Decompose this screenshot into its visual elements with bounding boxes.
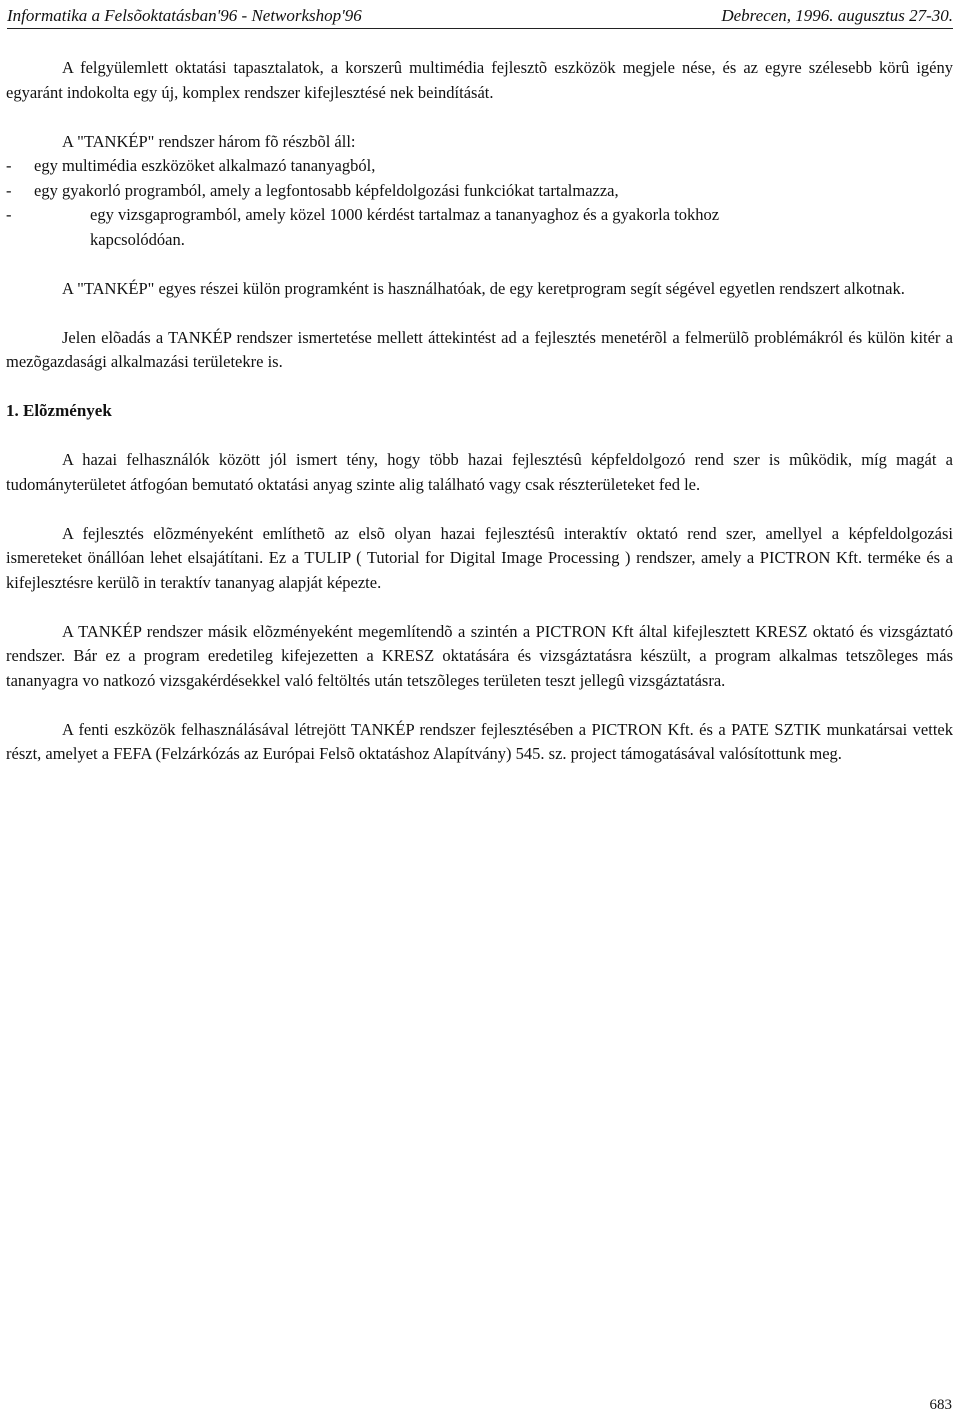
header-right: Debrecen, 1996. augusztus 27-30. [721,6,953,25]
list-item-text: egy multimédia eszközöket alkalmazó tananyagból, [34,156,376,175]
paragraph-background-1: A hazai felhasználók között jól ismert tény, hogy több hazai fejlesztésû képfeldolgozó rend szer is mûködik, míg magát a tudományterületet átfogóan bemutató oktatási anyag szinte alig található vagy csak részterületeket fed le. [6,450,953,494]
paragraph-parts: A "TANKÉP" egyes részei külön programként is használhatóak, de egy keretprogram segít ségével egyetlen rendszert alkotnak. [62,278,905,298]
list-dash: - [6,205,12,224]
page-number: 683 [929,1397,952,1413]
paragraph-intro: A felgyülemlett oktatási tapasztalatok, a korszerû multimédia fejlesztõ eszközök megjele nése, és az egyre szélesebb körû igény egyaránt indokolta egy új, komplex rendszer kifejlesztésé nek beindítását. [6,58,953,102]
paragraph-background-2: A fejlesztés elõzményeként említhetõ az elsõ olyan hazai fejlesztésû interaktív oktató rend szer, amellyel a képfeldolgozási ismereteket önállóan lehet elsajátítani. Ez a TULIP ( Tutorial for Digital Image Processing ) rendszer, amely a PICTRON Kft. terméke és a kifejlesztésre kerülõ in teraktív tananyag alapját képezte. [6,523,953,592]
paragraph-background-4: A fenti eszközök felhasználásával létrejött TANKÉP rendszer fejlesztésében a PICTRON Kft. és a PATE SZTIK munkatársai vettek részt, amelyet a FEFA (Felzárkózás az Európai Felsõ oktatáshoz Alapítvány) 545. sz. project támogatásával valósítottunk meg. [6,719,953,763]
list-item [6,154,953,179]
list-dash: - [6,180,12,200]
document-body [6,56,953,767]
list-intro: A "TANKÉP" rendszer három fõ részbõl áll: [62,131,356,151]
running-header [7,0,953,29]
paragraph-overview: Jelen elõadás a TANKÉP rendszer ismertetése mellett áttekintést ad a fejlesztés menetérõl a felmerülõ problémákról és külön kitér a mezõgazdasági alkalmazási területekre is. [6,327,953,371]
list-item-text: egy gyakorló programból, amely a legfontosabb képfeldolgozási funkciókat tartalmazza, [34,180,619,200]
list-item-text: egy vizsgaprogramból, amely közel 1000 kérdést tartalmaz a tananyaghoz és a gyakorla tokhoz [90,205,720,224]
component-list [6,154,953,252]
list-dash: - [6,156,12,175]
section-heading: 1. Elõzmények [6,401,112,420]
header-left: Informatika a Felsõoktatásban'96 - Networkshop'96 [7,6,362,25]
list-item [6,203,953,252]
paragraph-background-3: A TANKÉP rendszer másik elõzményeként megemlítendõ a szintén a PICTRON Kft által kifejlesztett KRESZ oktató és vizsgáztató rendszer. Bár ez a program eredetileg kifejezetten a KRESZ oktatására és vizsgáztatásra készült, a program alkalmas tetszõleges más tananyagra vo natkozó vizsgakérdésekkel való feltöltés után tetszõleges területen teszt jellegû vizsgáztatásra. [6,621,953,690]
list-item-continuation: kapcsolódóan. [90,229,185,249]
list-item [6,179,953,204]
